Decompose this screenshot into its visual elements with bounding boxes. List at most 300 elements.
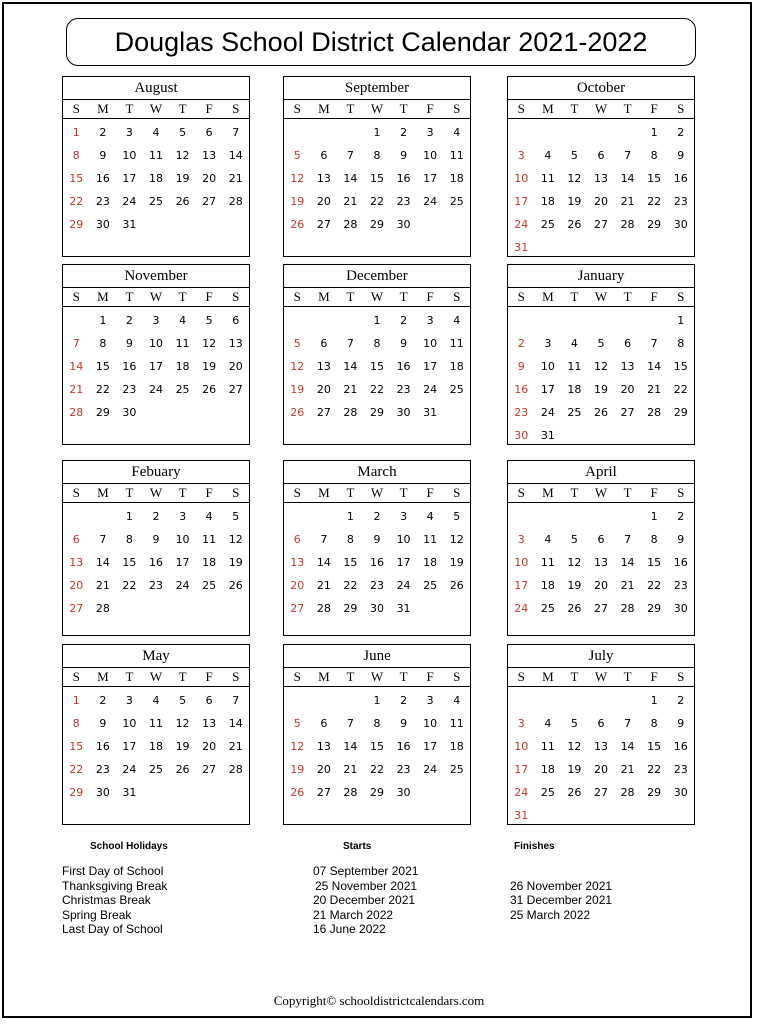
day-cell: 13: [316, 172, 331, 185]
day-cell: 12: [175, 717, 190, 730]
day-cell: 7: [346, 149, 354, 162]
day-cell: 8: [650, 149, 658, 162]
day-cell: 27: [593, 786, 608, 799]
day-cell: 15: [647, 556, 662, 569]
empty-cell: [614, 689, 641, 712]
day-cell: 2: [152, 510, 160, 523]
empty-cell: [614, 121, 641, 144]
day-cell: 15: [369, 740, 384, 753]
weekday-header: [284, 288, 470, 307]
day-cell: 11: [423, 533, 438, 546]
weekday-label: F: [650, 669, 658, 684]
day-cell: 24: [122, 195, 137, 208]
weekday-label: F: [650, 485, 658, 500]
weekday-label: T: [178, 289, 187, 304]
day-cell: 20: [593, 763, 608, 776]
day-cell: 2: [373, 510, 381, 523]
day-cell: 6: [205, 126, 213, 139]
day-cell: 3: [125, 694, 133, 707]
day-cell: 10: [423, 717, 438, 730]
day-cell: 11: [175, 337, 190, 350]
day-cell: 3: [426, 126, 434, 139]
day-cell: 15: [69, 172, 84, 185]
weekday-label: M: [97, 101, 109, 116]
day-cell: 9: [517, 360, 525, 373]
day-cell: 2: [677, 510, 685, 523]
day-cell: 5: [570, 149, 578, 162]
day-cell: 26: [290, 406, 305, 419]
empty-cell: [508, 121, 535, 144]
day-cell: 24: [423, 763, 438, 776]
day-cell: 13: [202, 717, 217, 730]
day-cell: 22: [647, 195, 662, 208]
month-name: July: [508, 645, 694, 668]
holiday-name: Thanksgiving Break: [62, 878, 168, 893]
day-cell: 17: [514, 763, 529, 776]
weekday-label: F: [426, 669, 434, 684]
weekday-label: T: [399, 101, 408, 116]
day-cell: 20: [316, 763, 331, 776]
finishes-header: Finishes: [514, 841, 555, 852]
day-cell: 25: [148, 195, 163, 208]
day-cell: 21: [620, 763, 635, 776]
empty-cell: [614, 309, 641, 332]
day-cell: 5: [293, 337, 301, 350]
day-cell: 18: [148, 172, 163, 185]
day-cell: 18: [540, 763, 555, 776]
holiday-start: 20 December 2021: [313, 893, 416, 907]
empty-cell: [311, 689, 338, 712]
day-cell: 19: [202, 360, 217, 373]
days-grid: [63, 687, 249, 804]
day-cell: 4: [544, 717, 552, 730]
weekday-label: T: [399, 289, 408, 304]
day-cell: 11: [148, 149, 163, 162]
day-cell: 1: [72, 126, 80, 139]
day-cell: 29: [69, 786, 84, 799]
day-cell: 2: [400, 694, 408, 707]
month-name: March: [284, 461, 470, 484]
day-cell: 22: [369, 195, 384, 208]
weekday-label: M: [542, 485, 554, 500]
day-cell: 1: [72, 694, 80, 707]
weekday-label: F: [650, 101, 658, 116]
day-cell: 4: [179, 314, 187, 327]
day-cell: 29: [369, 218, 384, 231]
day-cell: 7: [232, 126, 240, 139]
day-cell: 23: [673, 195, 688, 208]
weekday-label: S: [677, 289, 685, 304]
day-cell: 11: [567, 360, 582, 373]
day-cell: 23: [396, 195, 411, 208]
weekday-label: S: [677, 485, 685, 500]
day-cell: 29: [69, 218, 84, 231]
day-cell: 24: [122, 763, 137, 776]
day-cell: 19: [228, 556, 243, 569]
day-cell: 10: [514, 172, 529, 185]
day-cell: 7: [650, 337, 658, 350]
day-cell: 30: [95, 218, 110, 231]
month-september: [283, 76, 471, 257]
day-cell: 1: [373, 694, 381, 707]
empty-cell: [508, 309, 535, 332]
day-cell: 22: [369, 763, 384, 776]
day-cell: 28: [69, 406, 84, 419]
empty-cell: [63, 505, 90, 528]
day-cell: 6: [232, 314, 240, 327]
weekday-label: W: [370, 101, 384, 116]
day-cell: 11: [540, 740, 555, 753]
day-cell: 6: [597, 149, 605, 162]
month-april: [507, 460, 695, 636]
weekday-label: S: [232, 289, 240, 304]
weekday-header: [284, 668, 470, 687]
day-cell: 11: [148, 717, 163, 730]
day-cell: 9: [99, 149, 107, 162]
day-cell: 23: [673, 763, 688, 776]
day-cell: 27: [620, 406, 635, 419]
day-cell: 2: [517, 337, 525, 350]
day-cell: 9: [152, 533, 160, 546]
day-cell: 12: [202, 337, 217, 350]
day-cell: 6: [320, 149, 328, 162]
days-grid: [63, 503, 249, 620]
day-cell: 17: [514, 195, 529, 208]
day-cell: 7: [72, 337, 80, 350]
day-cell: 25: [540, 602, 555, 615]
day-cell: 13: [620, 360, 635, 373]
empty-cell: [63, 309, 90, 332]
days-grid: [63, 307, 249, 424]
day-cell: 19: [175, 740, 190, 753]
weekday-label: W: [149, 289, 163, 304]
day-cell: 20: [620, 383, 635, 396]
day-cell: 26: [567, 602, 582, 615]
day-cell: 5: [597, 337, 605, 350]
weekday-label: T: [570, 101, 579, 116]
month-name: Febuary: [63, 461, 249, 484]
day-cell: 30: [95, 786, 110, 799]
day-cell: 14: [228, 149, 243, 162]
holiday-start: 25 November 2021: [315, 878, 418, 893]
weekday-label: T: [570, 485, 579, 500]
day-cell: 17: [540, 383, 555, 396]
weekday-label: T: [125, 289, 134, 304]
day-cell: 27: [316, 406, 331, 419]
day-cell: 29: [369, 786, 384, 799]
day-cell: 27: [316, 786, 331, 799]
day-cell: 31: [122, 786, 137, 799]
day-cell: 11: [202, 533, 217, 546]
day-cell: 22: [95, 383, 110, 396]
day-cell: 14: [69, 360, 84, 373]
month-name: November: [63, 265, 249, 288]
day-cell: 20: [69, 579, 84, 592]
day-cell: 8: [72, 149, 80, 162]
weekday-label: S: [293, 485, 301, 500]
day-cell: 7: [624, 717, 632, 730]
day-cell: 30: [396, 406, 411, 419]
weekday-label: W: [594, 101, 608, 116]
day-cell: 3: [152, 314, 160, 327]
weekday-label: M: [97, 669, 109, 684]
weekday-label: T: [623, 101, 632, 116]
day-cell: 31: [514, 241, 529, 254]
day-cell: 13: [228, 337, 243, 350]
day-cell: 19: [567, 195, 582, 208]
day-cell: 15: [122, 556, 137, 569]
day-cell: 10: [122, 717, 137, 730]
day-cell: 12: [567, 172, 582, 185]
day-cell: 27: [69, 602, 84, 615]
weekday-label: S: [517, 669, 525, 684]
day-cell: 1: [125, 510, 133, 523]
day-cell: 30: [122, 406, 137, 419]
day-cell: 12: [593, 360, 608, 373]
day-cell: 22: [673, 383, 688, 396]
empty-cell: [90, 505, 117, 528]
day-cell: 20: [202, 172, 217, 185]
day-cell: 10: [396, 533, 411, 546]
day-cell: 5: [232, 510, 240, 523]
day-cell: 28: [647, 406, 662, 419]
day-cell: 16: [673, 740, 688, 753]
day-cell: 14: [343, 360, 358, 373]
day-cell: 5: [453, 510, 461, 523]
empty-cell: [561, 309, 588, 332]
weekday-label: M: [318, 485, 330, 500]
weekday-header: [508, 288, 694, 307]
day-cell: 30: [673, 786, 688, 799]
day-cell: 2: [99, 126, 107, 139]
day-cell: 5: [179, 126, 187, 139]
day-cell: 8: [125, 533, 133, 546]
day-cell: 26: [567, 786, 582, 799]
day-cell: 9: [677, 149, 685, 162]
day-cell: 25: [449, 383, 464, 396]
day-cell: 17: [122, 740, 137, 753]
day-cell: 2: [400, 126, 408, 139]
day-cell: 9: [125, 337, 133, 350]
day-cell: 18: [540, 195, 555, 208]
weekday-header: [63, 100, 249, 119]
day-cell: 30: [673, 602, 688, 615]
empty-cell: [588, 121, 615, 144]
day-cell: 19: [290, 763, 305, 776]
day-cell: 17: [514, 579, 529, 592]
weekday-label: M: [318, 101, 330, 116]
day-cell: 17: [423, 740, 438, 753]
days-grid: [284, 307, 470, 424]
day-cell: 4: [453, 126, 461, 139]
day-cell: 19: [290, 195, 305, 208]
empty-cell: [284, 121, 311, 144]
day-cell: 20: [593, 579, 608, 592]
day-cell: 18: [423, 556, 438, 569]
day-cell: 21: [95, 579, 110, 592]
day-cell: 8: [346, 533, 354, 546]
day-cell: 15: [647, 740, 662, 753]
weekday-label: S: [72, 669, 80, 684]
weekday-label: W: [370, 289, 384, 304]
day-cell: 16: [673, 172, 688, 185]
day-cell: 1: [373, 126, 381, 139]
day-cell: 14: [228, 717, 243, 730]
day-cell: 26: [567, 218, 582, 231]
day-cell: 28: [620, 786, 635, 799]
day-cell: 18: [449, 360, 464, 373]
day-cell: 12: [228, 533, 243, 546]
day-cell: 10: [514, 740, 529, 753]
day-cell: 3: [544, 337, 552, 350]
day-cell: 13: [316, 740, 331, 753]
day-cell: 13: [593, 740, 608, 753]
empty-cell: [284, 309, 311, 332]
day-cell: 25: [202, 579, 217, 592]
day-cell: 6: [320, 337, 328, 350]
day-cell: 15: [369, 360, 384, 373]
month-august: [62, 76, 250, 257]
day-cell: 28: [620, 218, 635, 231]
day-cell: 1: [650, 510, 658, 523]
day-cell: 14: [95, 556, 110, 569]
day-cell: 19: [567, 763, 582, 776]
day-cell: 2: [99, 694, 107, 707]
empty-cell: [284, 505, 311, 528]
weekday-header: [508, 668, 694, 687]
weekday-label: T: [178, 485, 187, 500]
weekday-label: S: [293, 669, 301, 684]
weekday-label: S: [232, 485, 240, 500]
empty-cell: [561, 121, 588, 144]
day-cell: 6: [597, 533, 605, 546]
weekday-label: T: [623, 485, 632, 500]
days-grid: [284, 503, 470, 620]
weekday-label: M: [318, 669, 330, 684]
day-cell: 7: [624, 533, 632, 546]
day-cell: 3: [426, 314, 434, 327]
day-cell: 28: [228, 195, 243, 208]
day-cell: 6: [320, 717, 328, 730]
holiday-start: 16 June 2022: [313, 922, 386, 936]
day-cell: 11: [540, 556, 555, 569]
day-cell: 17: [396, 556, 411, 569]
days-grid: [508, 119, 694, 259]
day-cell: 21: [316, 579, 331, 592]
month-name: January: [508, 265, 694, 288]
month-name: December: [284, 265, 470, 288]
weekday-label: F: [426, 485, 434, 500]
day-cell: 1: [650, 126, 658, 139]
day-cell: 11: [540, 172, 555, 185]
day-cell: 7: [320, 533, 328, 546]
day-cell: 17: [175, 556, 190, 569]
weekday-header: [508, 100, 694, 119]
weekday-label: S: [517, 101, 525, 116]
weekday-label: F: [205, 669, 213, 684]
days-grid: [63, 119, 249, 236]
day-cell: 3: [517, 149, 525, 162]
day-cell: 9: [373, 533, 381, 546]
day-cell: 1: [99, 314, 107, 327]
day-cell: 29: [647, 218, 662, 231]
day-cell: 21: [620, 195, 635, 208]
day-cell: 5: [293, 149, 301, 162]
day-cell: 16: [514, 383, 529, 396]
day-cell: 25: [175, 383, 190, 396]
weekday-label: T: [346, 485, 355, 500]
day-cell: 21: [69, 383, 84, 396]
day-cell: 29: [343, 602, 358, 615]
day-cell: 11: [449, 337, 464, 350]
weekday-label: T: [178, 669, 187, 684]
day-cell: 1: [346, 510, 354, 523]
weekday-label: M: [542, 101, 554, 116]
copyright: Copyright© schooldistrictcalendars.com: [273, 993, 485, 1008]
day-cell: 23: [122, 383, 137, 396]
weekday-label: S: [232, 669, 240, 684]
day-cell: 6: [597, 717, 605, 730]
day-cell: 13: [316, 360, 331, 373]
day-cell: 8: [373, 717, 381, 730]
empty-cell: [561, 505, 588, 528]
day-cell: 4: [152, 694, 160, 707]
weekday-header: [284, 100, 470, 119]
day-cell: 7: [346, 717, 354, 730]
day-cell: 14: [647, 360, 662, 373]
day-cell: 18: [540, 579, 555, 592]
days-grid: [508, 307, 694, 447]
day-cell: 3: [426, 694, 434, 707]
day-cell: 5: [570, 533, 578, 546]
day-cell: 8: [650, 533, 658, 546]
day-cell: 13: [290, 556, 305, 569]
day-cell: 26: [175, 763, 190, 776]
day-cell: 7: [346, 337, 354, 350]
empty-cell: [284, 689, 311, 712]
day-cell: 8: [99, 337, 107, 350]
day-cell: 16: [673, 556, 688, 569]
day-cell: 9: [677, 717, 685, 730]
day-cell: 25: [540, 218, 555, 231]
day-cell: 29: [95, 406, 110, 419]
day-cell: 28: [95, 602, 110, 615]
weekday-label: W: [370, 485, 384, 500]
weekday-label: S: [232, 101, 240, 116]
day-cell: 27: [228, 383, 243, 396]
day-cell: 23: [673, 579, 688, 592]
day-cell: 14: [620, 556, 635, 569]
weekday-label: M: [97, 289, 109, 304]
day-cell: 19: [593, 383, 608, 396]
day-cell: 4: [426, 510, 434, 523]
weekday-label: S: [517, 289, 525, 304]
day-cell: 28: [316, 602, 331, 615]
day-cell: 24: [148, 383, 163, 396]
weekday-label: T: [125, 485, 134, 500]
day-cell: 15: [647, 172, 662, 185]
day-cell: 20: [290, 579, 305, 592]
day-cell: 14: [620, 172, 635, 185]
day-cell: 7: [624, 149, 632, 162]
empty-cell: [535, 505, 562, 528]
day-cell: 31: [514, 809, 529, 822]
day-cell: 25: [423, 579, 438, 592]
day-cell: 8: [650, 717, 658, 730]
day-cell: 20: [316, 383, 331, 396]
month-name: August: [63, 77, 249, 100]
day-cell: 24: [514, 602, 529, 615]
